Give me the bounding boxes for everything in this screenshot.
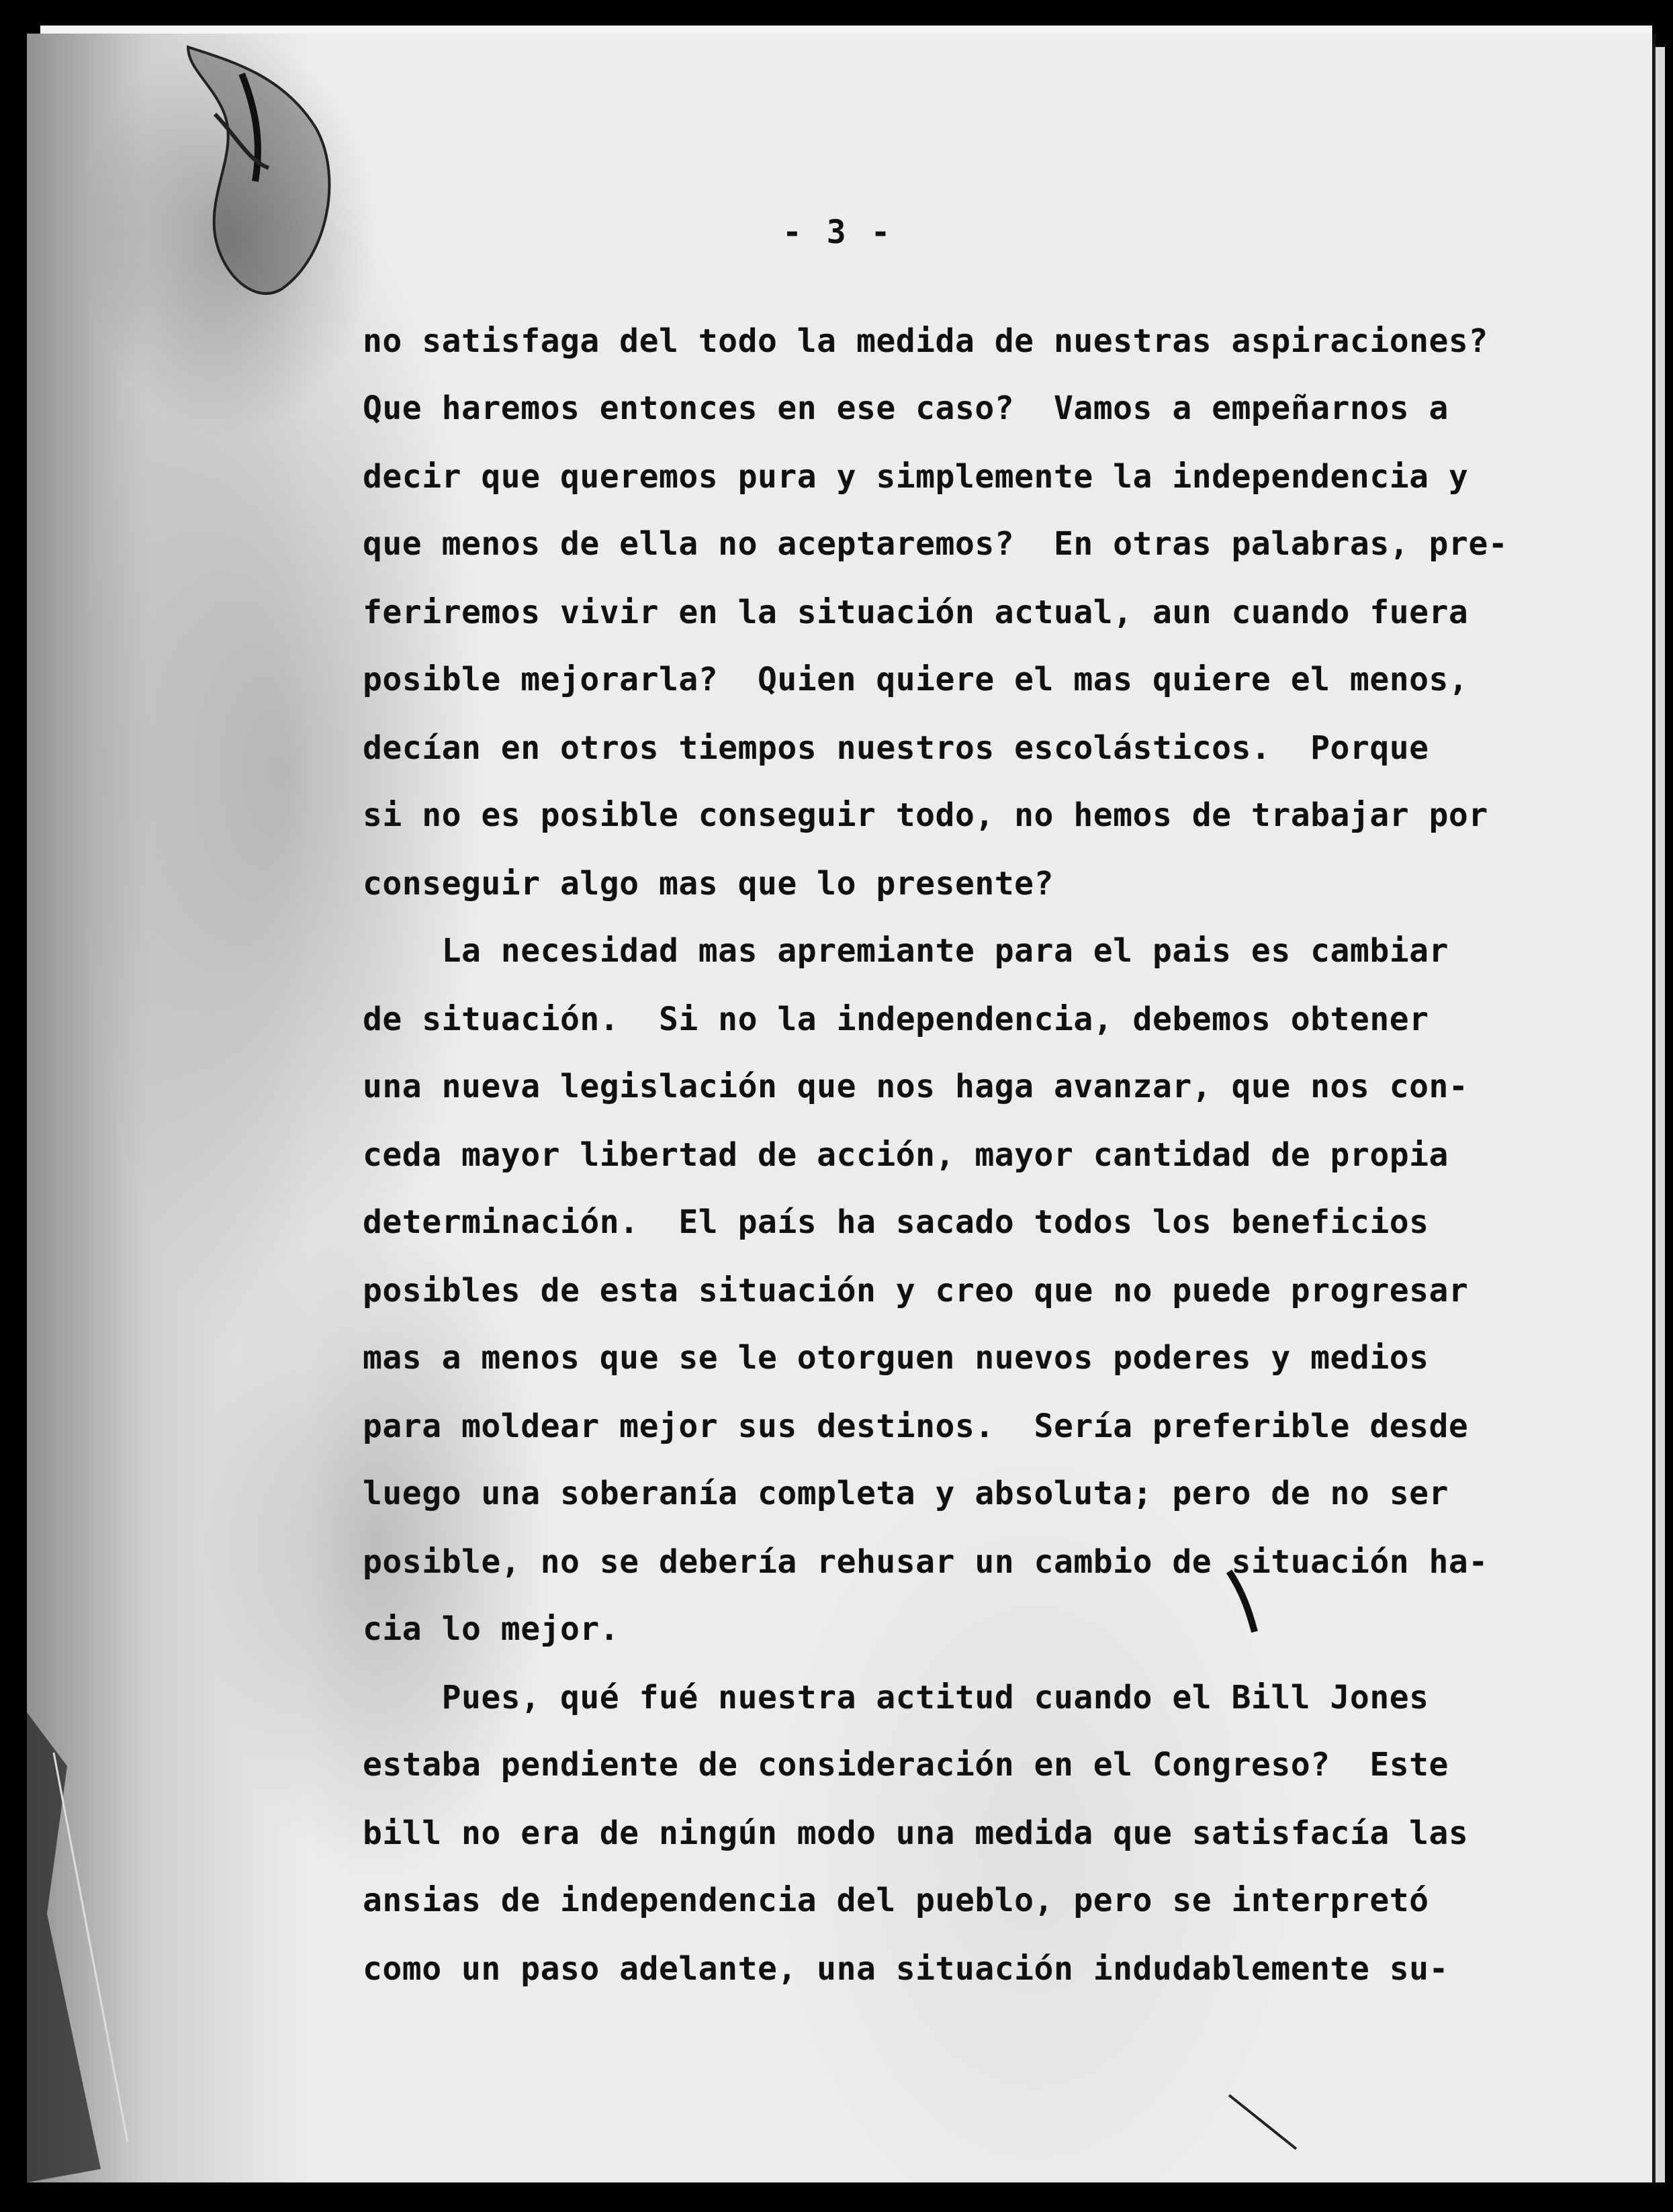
- text-line: decir que queremos pura y simplemente la independencia y: [363, 458, 1469, 496]
- page-number: - 3 -: [782, 214, 893, 251]
- text-line: feriremos vivir en la situación actual, aun cuando fuera: [363, 594, 1469, 631]
- text-line: luego una soberanía completa y absoluta; pero de no ser: [363, 1475, 1449, 1512]
- text-line: una nueva legislación que nos haga avanzar, que nos con-: [363, 1068, 1469, 1105]
- text-line: ansias de independencia del pueblo, pero se interpretó: [363, 1882, 1429, 1919]
- text-line: posible, no se debería rehusar un cambio de situación ha-: [363, 1543, 1488, 1581]
- text-line: que menos de ella no aceptaremos? En otras palabras, pre-: [363, 525, 1508, 563]
- text-line: de situación. Si no la independencia, debemos obtener: [363, 1001, 1429, 1038]
- scratch-mark: [1222, 2088, 1303, 2156]
- text-line: cia lo mejor.: [363, 1610, 620, 1648]
- text-line: bill no era de ningún modo una medida que satisfacía las: [363, 1814, 1469, 1852]
- text-line: determinación. El país ha sacado todos los beneficios: [363, 1203, 1429, 1241]
- text-line: estaba pendiente de consideración en el Congreso? Este: [363, 1746, 1449, 1784]
- text-line: posibles de esta situación y creo que no puede progresar: [363, 1272, 1469, 1309]
- text-line: si no es posible conseguir todo, no hemos de trabajar por: [363, 796, 1488, 834]
- ink-stain-mark: [148, 34, 363, 316]
- text-line: como un paso adelante, una situación indudablemente su-: [363, 1950, 1449, 1988]
- text-line: mas a menos que se le otorguen nuevos poderes y medios: [363, 1339, 1429, 1377]
- text-line: Que haremos entonces en ese caso? Vamos a empeñarnos a: [363, 389, 1449, 427]
- text-line: posible mejorarla? Quien quiere el mas quiere el menos,: [363, 661, 1469, 698]
- text-line: para moldear mejor sus destinos. Sería preferible desde: [363, 1408, 1469, 1445]
- text-line: no satisfaga del todo la medida de nuestras aspiraciones?: [363, 322, 1488, 360]
- text-line: decían en otros tiempos nuestros escolásticos. Porque: [363, 729, 1429, 767]
- paper-tear-left: [27, 1712, 148, 2182]
- paragraph-start-line: La necesidad mas apremiante para el pais es cambiar: [363, 932, 1449, 970]
- page-edge-right: [1654, 47, 1665, 2182]
- paragraph-start-line: Pues, qué fué nuestra actitud cuando el Bill Jones: [363, 1679, 1429, 1716]
- text-line: ceda mayor libertad de acción, mayor cantidad de propia: [363, 1136, 1449, 1174]
- text-line: conseguir algo mas que lo presente?: [363, 865, 1054, 903]
